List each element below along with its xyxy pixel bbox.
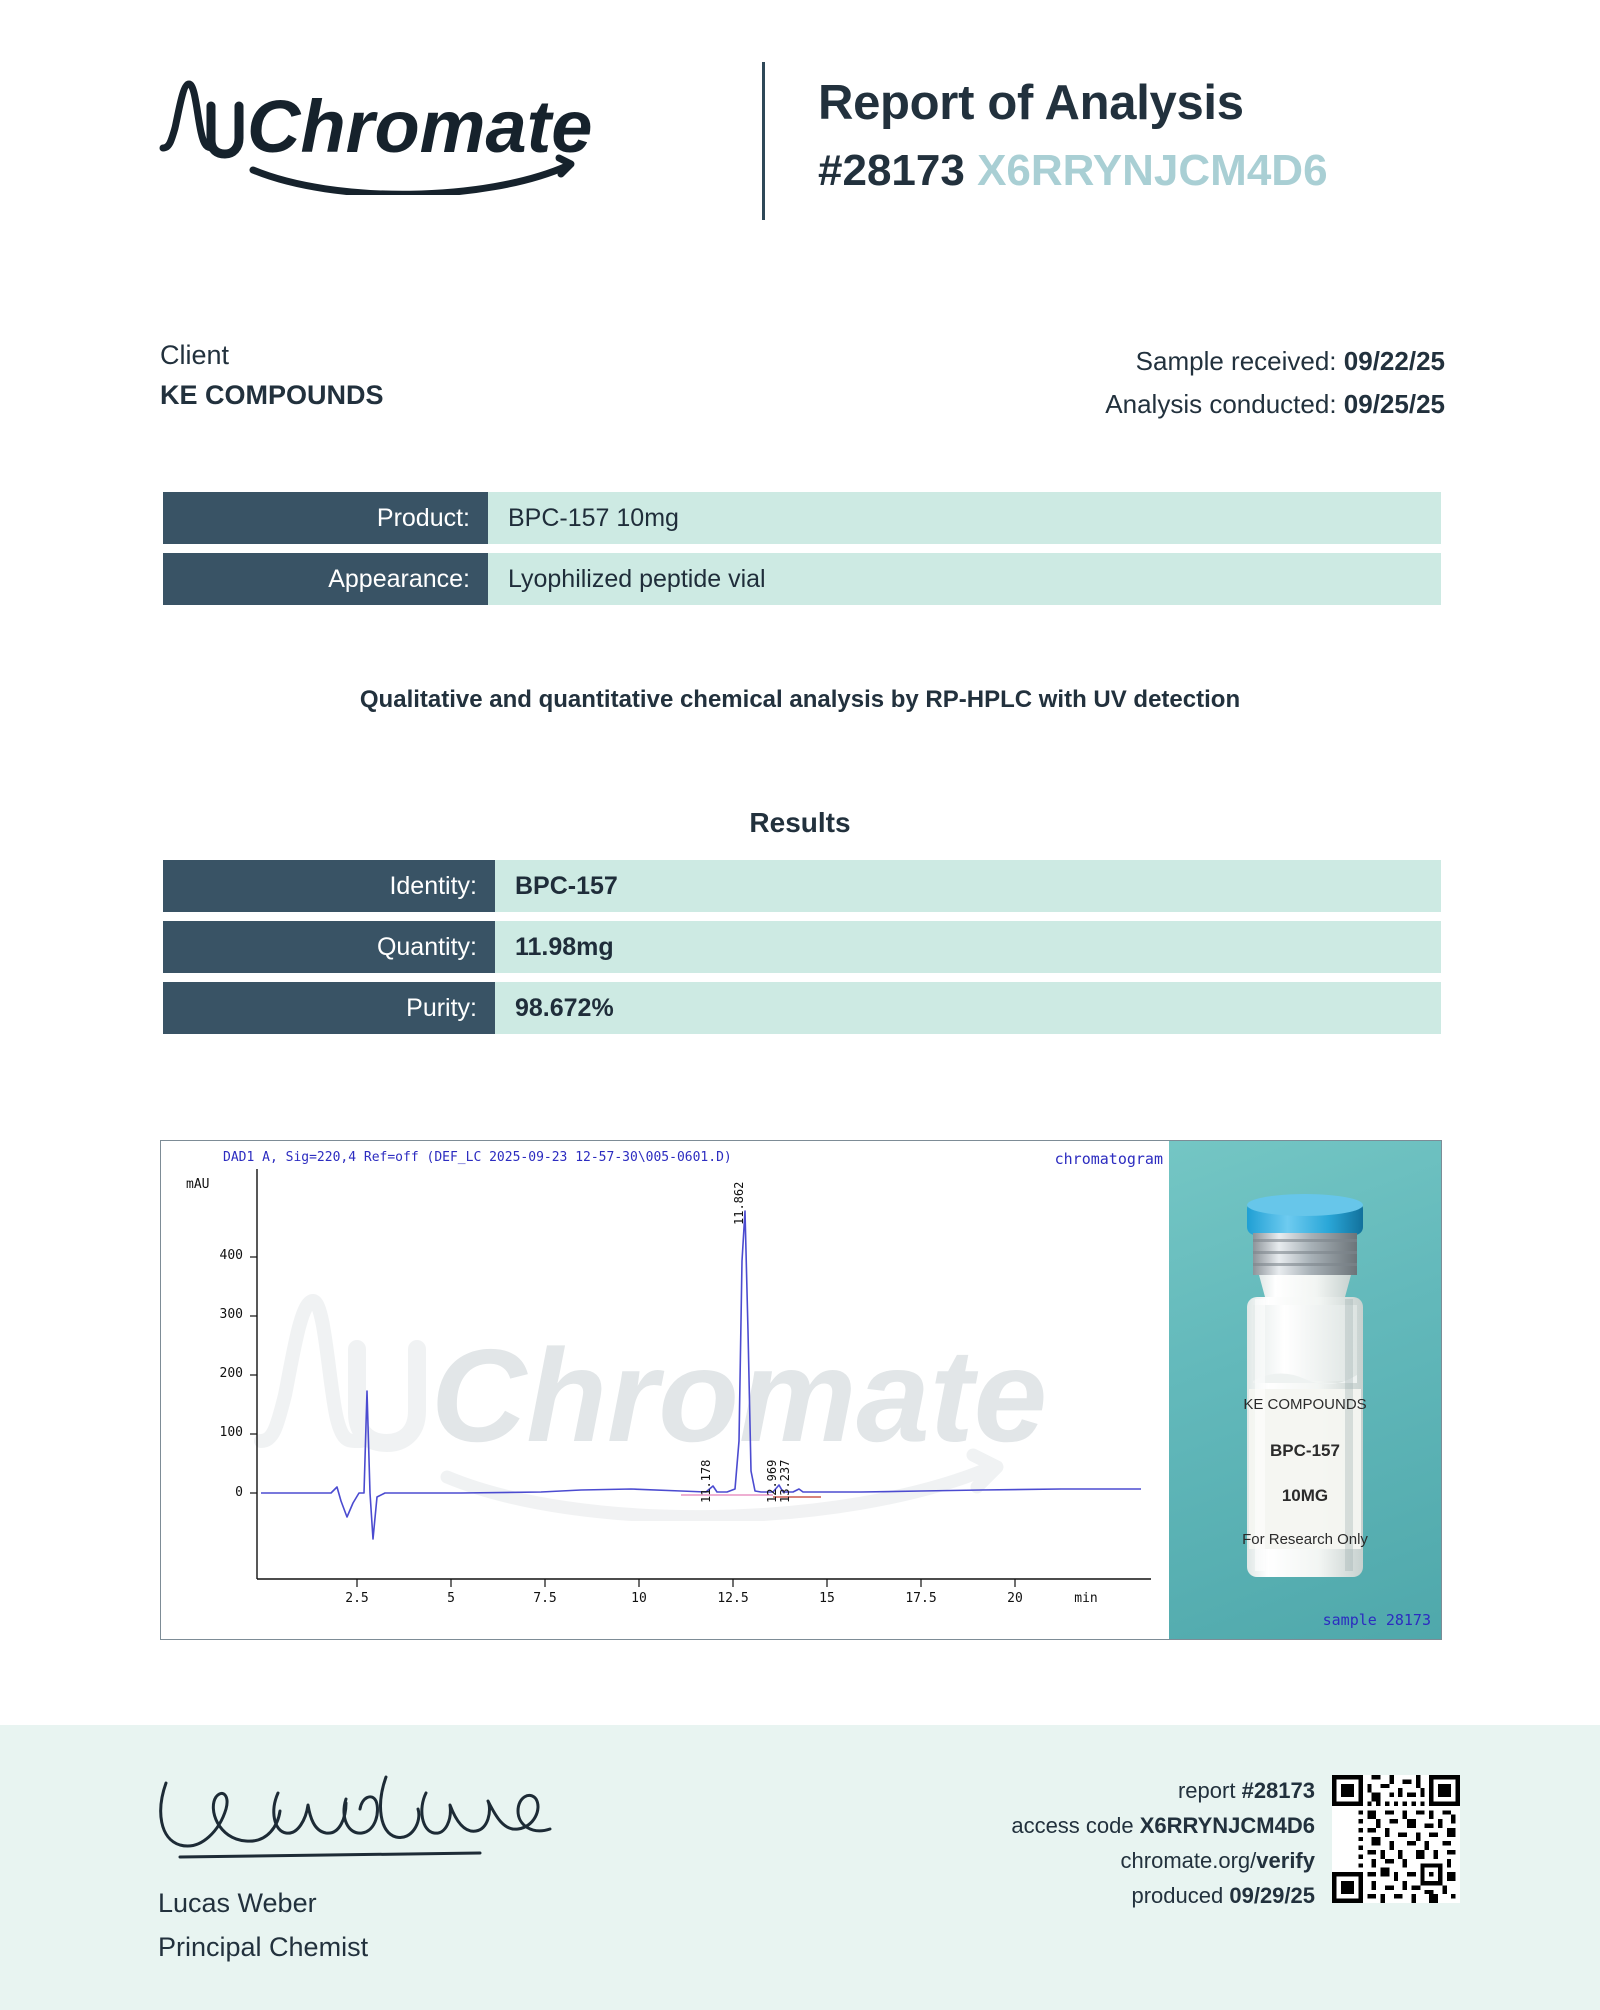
footer-report-line — [1011, 1773, 1315, 1808]
footer-meta — [1011, 1773, 1315, 1913]
appearance-key: Appearance: — [163, 553, 488, 605]
chromatogram-panel — [160, 1140, 1442, 1640]
signer-name: Lucas Weber — [158, 1888, 317, 1918]
chromatogram-corner-tag: chromatogram — [1054, 1150, 1163, 1168]
appearance-value: Lyophilized peptide vial — [488, 553, 1441, 605]
y-tick-400: 400 — [219, 1248, 243, 1263]
chromatogram-plot — [161, 1141, 1171, 1639]
sample-received-label: Sample received: — [1135, 346, 1337, 376]
footer-access-value: X6RRYNJCM4D6 — [1139, 1813, 1315, 1838]
sample-tag: sample 28173 — [1322, 1611, 1431, 1629]
footer-verify-prefix: chromate.org/ — [1120, 1848, 1257, 1873]
x-tick-12.5: 12.5 — [717, 1591, 749, 1606]
y-tick-300: 300 — [219, 1307, 243, 1322]
report-header — [0, 0, 1600, 250]
analysis-conducted-value: 09/25/25 — [1343, 389, 1445, 419]
x-tick-5: 5 — [447, 1591, 455, 1606]
footer-report-label: report — [1177, 1778, 1236, 1803]
footer-produced-label: produced — [1131, 1883, 1224, 1908]
qr-code[interactable] — [1332, 1775, 1460, 1903]
table-row — [163, 982, 1441, 1034]
x-axis-unit: min — [1074, 1591, 1098, 1606]
x-tick-17.5: 17.5 — [905, 1591, 937, 1606]
client-label: Client — [160, 340, 230, 370]
analysis-conducted-line — [1105, 383, 1445, 426]
table-row — [163, 492, 1441, 544]
method-description: Qualitative and quantitative chemical analysis by RP-HPLC with UV detection — [359, 686, 1241, 713]
signature-image — [150, 1753, 570, 1888]
chromatogram-header-text: DAD1 A, Sig=220,4 Ref=off (DEF_LC 2025-09-23 12-57-30\005-0601.D) — [223, 1150, 732, 1165]
results-heading: Results — [749, 807, 851, 838]
analysis-conducted-label: Analysis conducted: — [1105, 389, 1337, 419]
svg-text:Chromate: Chromate — [431, 1322, 1048, 1469]
footer-verify-suffix: verify — [1256, 1848, 1315, 1873]
svg-text:Chromate: Chromate — [247, 85, 593, 168]
x-tick-2.5: 2.5 — [345, 1591, 369, 1606]
report-title: Report of Analysis — [818, 76, 1244, 130]
signer-role: Principal Chemist — [158, 1932, 369, 1962]
report-number: #28173 — [818, 146, 965, 195]
vial-client-label: KE COMPOUNDS — [1243, 1396, 1367, 1413]
report-id-line — [818, 146, 1328, 196]
table-row — [163, 860, 1441, 912]
identity-key: Identity: — [163, 860, 495, 912]
report-footer — [0, 1725, 1600, 2010]
x-tick-20: 20 — [1007, 1591, 1023, 1606]
footer-produced-value: 09/29/25 — [1229, 1883, 1315, 1908]
product-key: Product: — [163, 492, 488, 544]
x-tick-15: 15 — [819, 1591, 835, 1606]
product-value: BPC-157 10mg — [488, 492, 1441, 544]
peak-label-12969: 12.969 — [765, 1459, 779, 1503]
footer-produced-line — [1011, 1878, 1315, 1913]
y-tick-100: 100 — [219, 1425, 243, 1440]
y-axis-label: mAU — [186, 1177, 210, 1192]
product-info-table — [163, 492, 1441, 614]
footer-access-line — [1011, 1808, 1315, 1843]
dates-block — [1105, 340, 1445, 426]
table-row — [163, 921, 1441, 973]
quantity-value: 11.98mg — [495, 921, 1441, 973]
results-table — [163, 860, 1441, 1043]
identity-value: BPC-157 — [495, 860, 1441, 912]
vial-photo — [1169, 1141, 1441, 1639]
sample-received-value: 09/22/25 — [1343, 346, 1445, 376]
chromate-logo — [155, 70, 615, 195]
vial-product-label: BPC-157 — [1270, 1441, 1340, 1460]
peak-label-13237: 13.237 — [778, 1459, 792, 1503]
x-tick-7.5: 7.5 — [533, 1591, 557, 1606]
footer-access-label: access code — [1011, 1813, 1134, 1838]
footer-verify-line[interactable] — [1011, 1843, 1315, 1878]
header-divider — [762, 62, 765, 220]
client-name: KE COMPOUNDS — [160, 380, 384, 410]
sample-received-line — [1105, 340, 1445, 383]
vial-dose-label: 10MG — [1281, 1486, 1329, 1505]
y-tick-200: 200 — [219, 1366, 243, 1381]
vial-disclaimer-label: For Research Only — [1242, 1531, 1368, 1548]
y-tick-0: 0 — [235, 1485, 243, 1500]
report-access-code: X6RRYNJCM4D6 — [977, 146, 1328, 195]
footer-report-value: #28173 — [1241, 1778, 1315, 1803]
x-tick-10: 10 — [631, 1591, 647, 1606]
peak-label-11178: 11.178 — [699, 1459, 713, 1503]
peak-label-11862: 11.862 — [732, 1181, 746, 1225]
table-row — [163, 553, 1441, 605]
purity-key: Purity: — [163, 982, 495, 1034]
purity-value: 98.672% — [495, 982, 1441, 1034]
quantity-key: Quantity: — [163, 921, 495, 973]
